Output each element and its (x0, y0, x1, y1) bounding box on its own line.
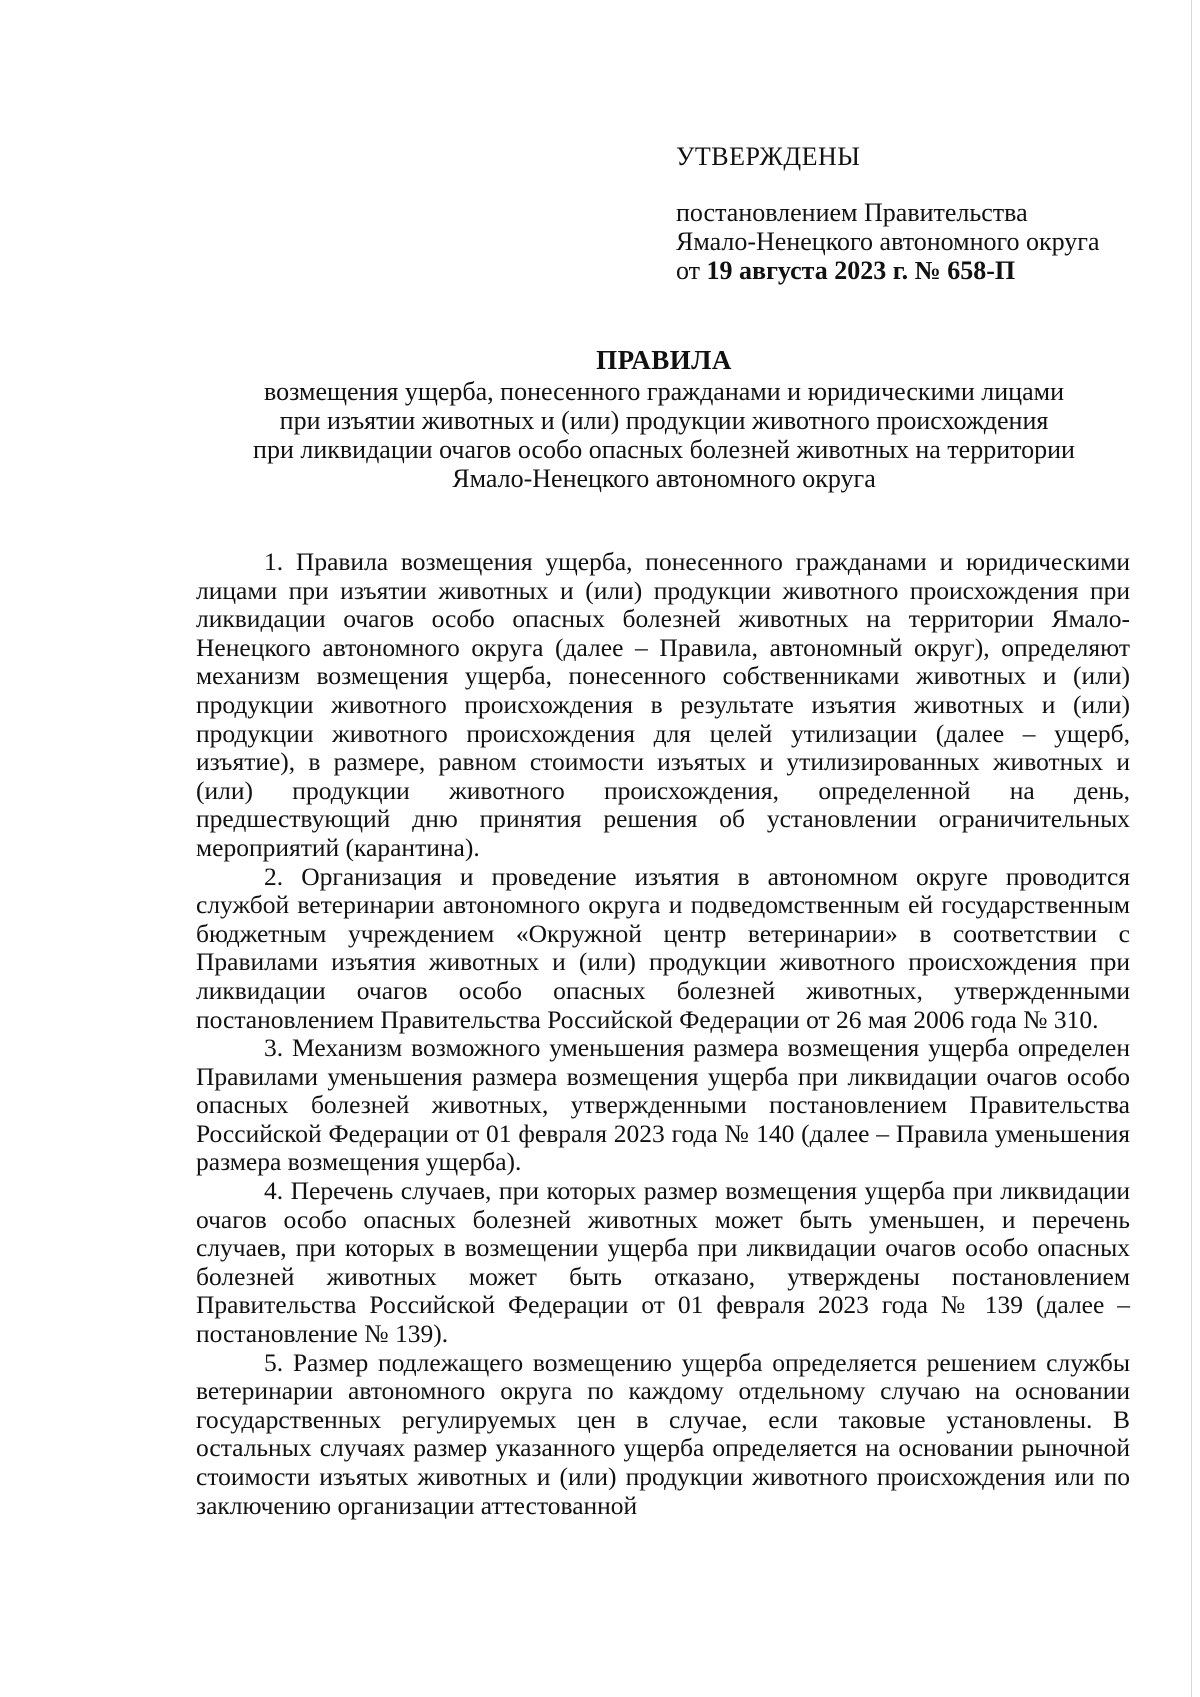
document-body (196, 548, 1130, 1520)
approval-date-prefix: от (676, 256, 707, 285)
document-subtitle-line-3: при ликвидации очагов особо опасных болезней животных на территории (253, 435, 1075, 464)
paragraph-5: 5. Размер подлежащего возмещению ущерба определяется решением службы ветеринарии автономного округа по каждому отдельному случаю на основании государственных регулируемых цен в случае, если таковые установлены. В остальных случаях размер указанного ущерба определяется на основании рыночной стоимости изъятых животных и (или) продукции животного происхождения или по заключению организации аттестованной (196, 1347, 1130, 1520)
paragraph-4: 4. Перечень случаев, при которых размер возмещения ущерба при ликвидации очагов особо опасных болезней животных может быть уменьшен, и перечень случаев, при которых в возмещении ущерба при ликвидации очагов особо опасных болезней животных может быть отказано, утверждены постановлением Правительства Российской Федерации от 01 февраля 2023 года № 139 (далее – постановление № 139). (196, 1176, 1130, 1349)
approval-date-number: 19 августа 2023 г. № 658-П (706, 256, 1016, 285)
approval-stamp-block (676, 142, 1136, 285)
approved-heading: УТВЕРЖДЕНЫ (676, 142, 861, 171)
paragraph-2: 2. Организация и проведение изъятия в автономном округе проводится службой ветеринарии автономного округа и подведомственным ей государственным бюджетным учреждением «Окружной центр ветеринарии» в соответствии с Правилами изъятия животных и (или) продукции животного происхождения при ликвидации очагов особо опасных болезней животных, утвержденными постановлением Правительства Российской Федерации от 26 мая 2006 года № 310. (196, 861, 1130, 1034)
document-subtitle-line-2: при изъятии животных и (или) продукции животного происхождения (279, 406, 1049, 435)
paragraph-3: 3. Механизм возможного уменьшения размера возмещения ущерба определен Правилами уменьшения размера возмещения ущерба при ликвидации очагов особо опасных болезней животных, утвержденными постановлением Правительства Российской Федерации от 01 февраля 2023 года № 140 (далее – Правила уменьшения размера возмещения ущерба). (196, 1033, 1130, 1177)
page-edge-divider (1191, 0, 1192, 1697)
document-title-block (196, 346, 1132, 493)
approval-line-2: Ямало-Ненецкого автономного округа (676, 227, 1100, 256)
approval-line-1: постановлением Правительства (676, 198, 1028, 227)
approval-line-3 (676, 256, 1136, 285)
document-subtitle-line-1: возмещения ущерба, понесенного гражданами и юридическими лицами (263, 377, 1064, 406)
document-title: ПРАВИЛА (596, 345, 732, 375)
document-subtitle-line-4: Ямало-Ненецкого автономного округа (452, 464, 876, 493)
paragraph-1: 1. Правила возмещения ущерба, понесенного гражданами и юридическими лицами при изъятии животных и (или) продукции животного происхождения при ликвидации очагов особо опасных болезней животных на территории Ямало-Ненецкого автономного округа (далее – Правила, автономный округ), определяют механизм возмещения ущерба, понесенного собственниками животных и (или) продукции животного происхождения в результате изъятия животных и (или) продукции животного происхождения для целей утилизации (далее – ущерб, изъятие), в размере, равном стоимости изъятых и утилизированных животных и (или) продукции животного происхождения, определенной на день, предшествующий дню принятия решения об установлении ограничительных мероприятий (карантина). (196, 547, 1130, 862)
